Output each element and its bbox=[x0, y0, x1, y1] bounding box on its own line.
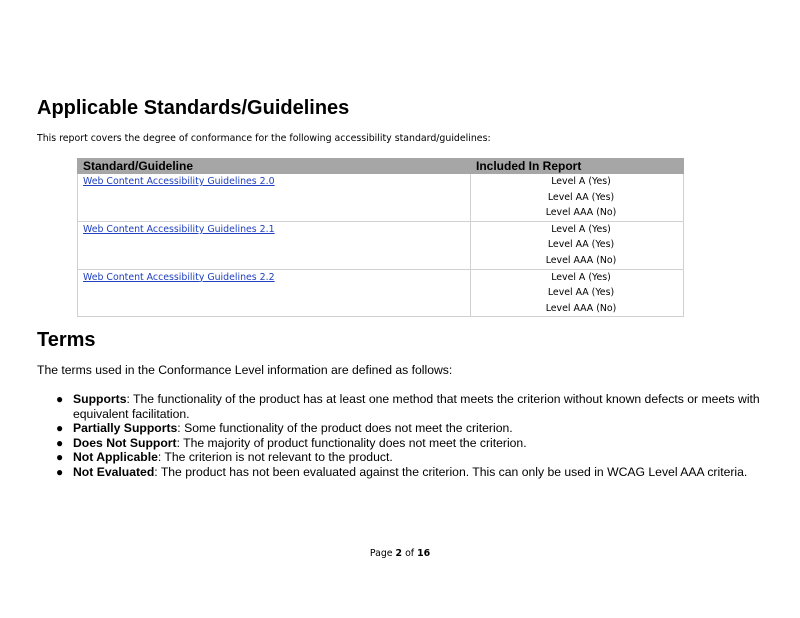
wcag-2-1-link[interactable]: Web Content Accessibility Guidelines 2.1 bbox=[83, 223, 275, 235]
term-definition: : The criterion is not relevant to the product. bbox=[157, 450, 393, 465]
wcag-2-0-link[interactable]: Web Content Accessibility Guidelines 2.0 bbox=[83, 176, 275, 187]
bullet-icon: ● bbox=[56, 435, 64, 450]
wcag-2-2-link[interactable]: Web Content Accessibility Guidelines 2.2 bbox=[83, 271, 275, 283]
term-name: Does Not Support bbox=[73, 435, 177, 450]
standards-table bbox=[77, 158, 684, 317]
term-name: Partially Supports bbox=[73, 421, 178, 436]
levels-cell bbox=[471, 269, 684, 317]
standards-intro: This report covers the degree of conformance for the following accessibility standard/guidelines: bbox=[37, 133, 491, 144]
list-item bbox=[37, 465, 767, 480]
column-header-included: Included In Report bbox=[471, 159, 684, 174]
bullet-icon: ● bbox=[56, 421, 64, 436]
standards-heading: Applicable Standards/Guidelines bbox=[37, 97, 350, 119]
levels-cell bbox=[471, 221, 684, 269]
list-item bbox=[37, 392, 767, 421]
table-row bbox=[78, 174, 684, 222]
term-definition: : Some functionality of the product does not meet the criterion. bbox=[177, 421, 513, 436]
page-label: Page bbox=[369, 548, 393, 559]
table-row bbox=[78, 221, 684, 269]
level-a-value: Level A (Yes) bbox=[551, 223, 611, 235]
term-definition: : The product has not been evaluated against the criterion. This can only be used in WCAG Level AAA criteria. bbox=[154, 464, 748, 479]
list-item bbox=[37, 450, 767, 465]
level-aaa-value: Level AAA (No) bbox=[545, 207, 617, 219]
level-aa-value: Level AA (Yes) bbox=[547, 239, 615, 251]
term-name: Not Evaluated bbox=[73, 464, 155, 479]
page-total: 16 bbox=[417, 548, 431, 559]
standard-name-cell bbox=[78, 221, 471, 269]
level-a-value: Level A (Yes) bbox=[551, 176, 611, 187]
level-a-value: Level A (Yes) bbox=[551, 271, 611, 283]
term-name: Supports bbox=[73, 392, 127, 406]
list-item bbox=[37, 421, 767, 436]
bullet-icon: ● bbox=[56, 450, 64, 465]
level-aaa-value: Level AAA (No) bbox=[545, 302, 617, 314]
terms-intro: The terms used in the Conformance Level information are defined as follows: bbox=[37, 363, 453, 377]
column-header-standard: Standard/Guideline bbox=[78, 159, 471, 174]
list-item bbox=[37, 436, 767, 451]
bullet-icon: ● bbox=[56, 464, 64, 479]
levels-cell bbox=[471, 174, 684, 222]
standard-name-cell bbox=[78, 174, 471, 222]
page-current: 2 bbox=[395, 548, 403, 559]
terms-heading: Terms bbox=[37, 329, 96, 351]
term-name: Not Applicable bbox=[73, 450, 158, 465]
term-definition: : The functionality of the product has at least one method that meets the criterion without known defects or meets with equivalent facilitation. bbox=[73, 392, 760, 421]
level-aaa-value: Level AAA (No) bbox=[545, 254, 617, 266]
terms-list bbox=[37, 392, 767, 480]
bullet-icon: ● bbox=[56, 392, 64, 406]
table-header-row bbox=[78, 159, 684, 174]
level-aa-value: Level AA (Yes) bbox=[547, 287, 615, 299]
term-definition: : The majority of product functionality does not meet the criterion. bbox=[176, 435, 527, 450]
page-footer bbox=[0, 547, 800, 561]
standard-name-cell bbox=[78, 269, 471, 317]
table-row bbox=[78, 269, 684, 317]
of-label: of bbox=[405, 548, 415, 559]
level-aa-value: Level AA (Yes) bbox=[547, 191, 615, 203]
